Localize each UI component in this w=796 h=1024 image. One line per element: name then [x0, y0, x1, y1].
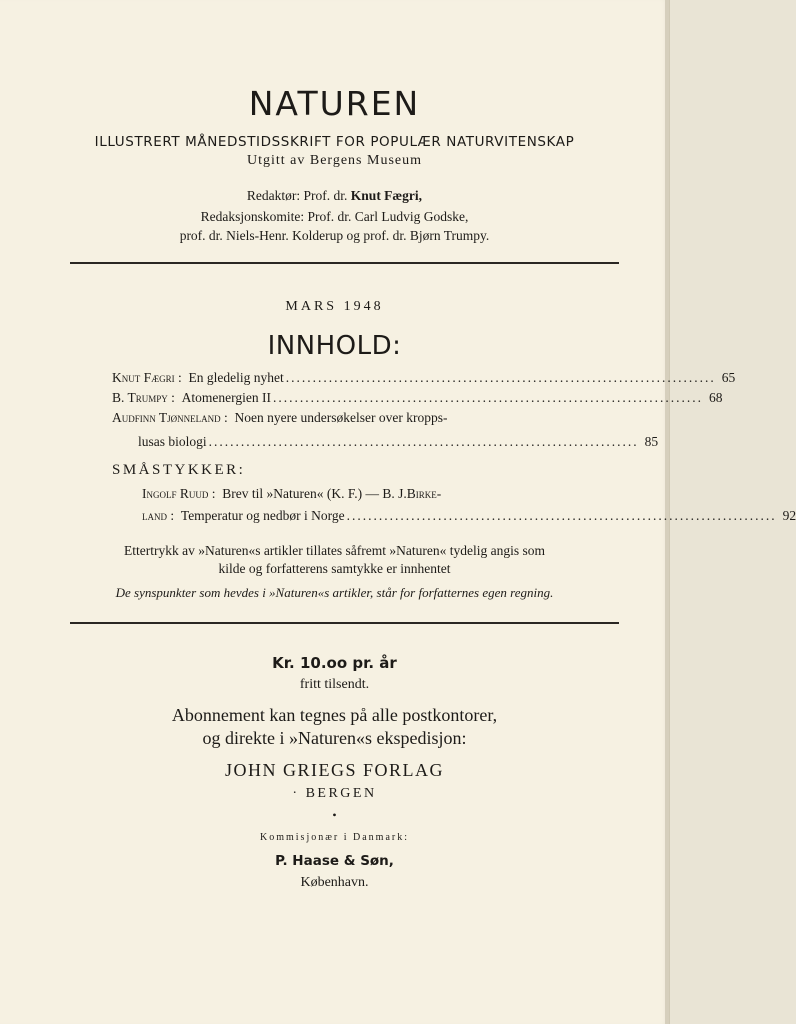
journal-subtitle: ILLUSTRERT MÅNEDSTIDSSKRIFT FOR POPULÆR NATURVITENSKAP: [94, 134, 575, 150]
toc-author: B. Trumpy: [112, 390, 168, 405]
toc-leader: ................................................................................: [346, 508, 777, 523]
subscription-info: [0, 704, 669, 750]
subscription-line-2: og direkte i »Naturen«s ekspedisjon:: [202, 728, 467, 748]
toc-entry: Audfinn Tjønneland : Noen nyere undersøkelser over kropps-: [112, 410, 448, 425]
committee-line-2: prof. dr. Niels-Henr. Kolderup og prof. dr. Bjørn Trumpy.: [179, 228, 490, 243]
editor-label: Redaktør: Prof. dr.: [246, 188, 351, 203]
toc-title-continued: lusas biologi: [138, 434, 207, 449]
toc-title: Temperatur og nedbør i Norge: [180, 508, 345, 523]
issue-date: MARS 1948: [285, 299, 384, 314]
toc-entry: Knut Fægri : En gledelig nyhet ................................................................................ 65: [112, 370, 736, 385]
toc-author: Ingolf Ruud: [142, 486, 209, 501]
toc-page: 85: [644, 434, 659, 449]
committee-line-1: Redaksjonskomite: Prof. dr. Carl Ludvig Godske,: [200, 209, 469, 224]
reprint-notice-line-1: Ettertrykk av »Naturen«s artikler tillates såfremt »Naturen« tydelig angis som: [123, 543, 545, 558]
divider-top: [70, 262, 619, 264]
price-note: fritt tilsendt.: [299, 677, 370, 692]
publisher-line: Utgitt av Bergens Museum: [246, 153, 422, 168]
editor-line: [0, 188, 669, 204]
bullet-ornament: •: [332, 808, 337, 822]
editorial-committee: [0, 207, 669, 245]
divider-bottom: [70, 622, 619, 624]
disclaimer: De synspunkter som hevdes i »Naturen«s artikler, står for forfatternes egen regning.: [115, 585, 554, 600]
danish-agent-city: København.: [300, 875, 369, 890]
subscription-price: Kr. 10.oo pr. år: [272, 654, 397, 672]
toc-author: Knut Fægri: [112, 370, 175, 385]
toc-title: Atomenergien II: [181, 390, 272, 405]
toc-author: Audfinn Tjønneland: [112, 410, 221, 425]
toc-page: 65: [721, 370, 736, 385]
toc-entry-continued: [112, 434, 659, 454]
toc-entry: B. Trumpy : Atomenergien II ................................................................................ 68: [112, 390, 723, 405]
toc-author-2-continued: land: [142, 508, 167, 523]
danish-agent: P. Haase & Søn,: [275, 853, 394, 869]
publisher-name: JOHN GRIEGS FORLAG: [224, 760, 444, 780]
toc-title: En gledelig nyhet: [188, 370, 284, 385]
journal-title: NATUREN: [248, 84, 421, 123]
table-of-contents: [112, 370, 796, 528]
contents-heading: INNHOLD:: [267, 331, 402, 361]
toc-page: 68: [709, 390, 723, 405]
toc-title: Brev til »Naturen« (K. F.) — B. J.: [222, 486, 407, 501]
toc-entry-continued: land : Temperatur og nedbør i Norge ................................................................................ 92: [142, 508, 796, 523]
reprint-notice: [0, 542, 669, 578]
toc-page: 92: [782, 508, 796, 523]
editor-name: Knut Fægri,: [350, 188, 423, 203]
publisher-city: · BERGEN: [292, 786, 377, 801]
subscription-line-1: Abonnement kan tegnes på alle postkontorer,: [171, 705, 498, 725]
toc-leader: ................................................................................: [273, 390, 704, 405]
section-heading-small-pieces: SMÅSTYKKER:: [112, 462, 246, 478]
toc-entry: Ingolf Ruud : Brev til »Naturen« (K. F.) — B. J. Birke-: [142, 486, 442, 501]
toc-author-2: Birke-: [406, 486, 442, 501]
toc-leader: ................................................................................: [208, 434, 639, 449]
commission-label: Kommisjonær i Danmark:: [260, 832, 409, 843]
reprint-notice-line-2: kilde og forfatterens samtykke er innhentet: [218, 561, 451, 576]
toc-title: Noen nyere undersøkelser over kropps-: [234, 410, 448, 425]
toc-leader: ................................................................................: [285, 370, 716, 385]
